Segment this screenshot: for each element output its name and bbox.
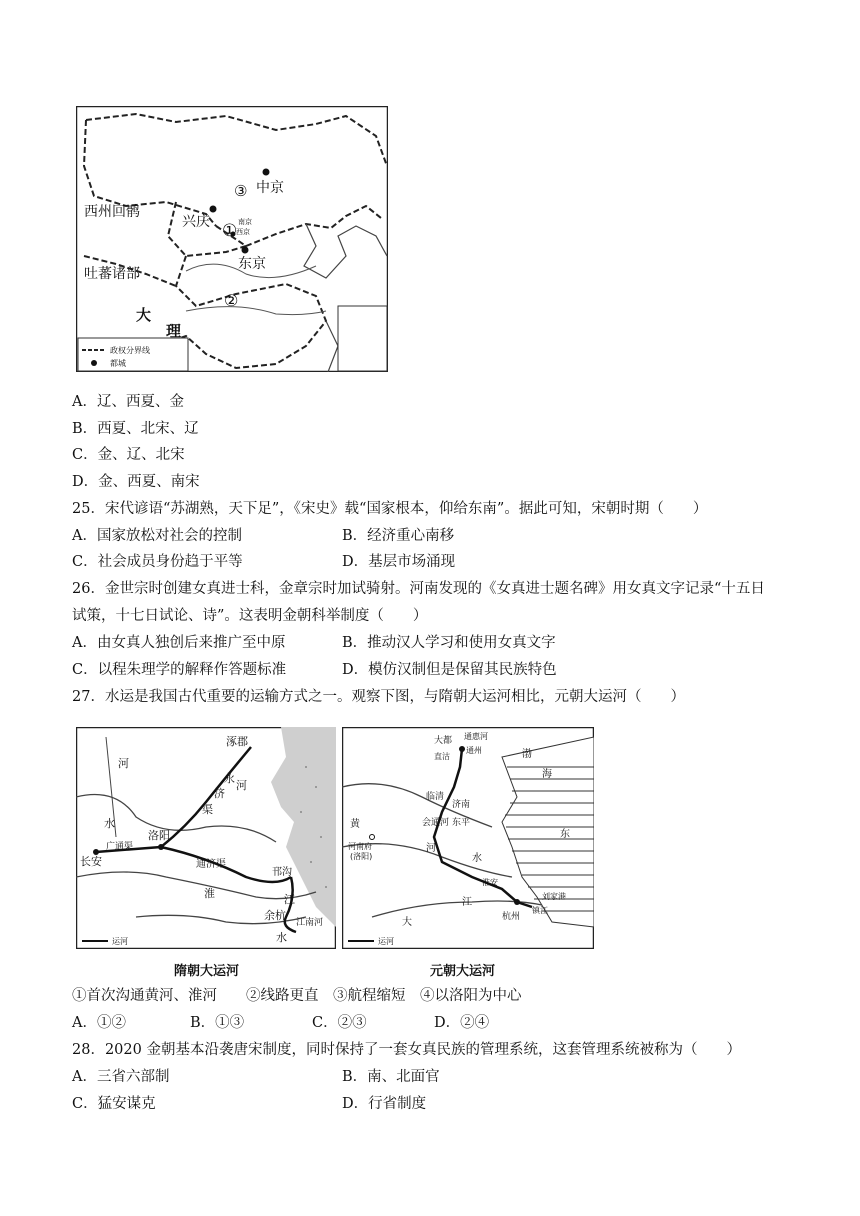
sui-label-shui2: 水	[276, 931, 287, 944]
yuan-label-zhenjiang: 镇江	[532, 906, 548, 915]
sui-label-jiang: 江	[284, 893, 295, 906]
q25-stem: 25．宋代谚语“苏湖熟，天下足”，《宋史》载“国家根本，仰给东南”。据此可知，宋朝时期（ ）	[72, 501, 708, 517]
sui-label-luoyang: 洛阳	[148, 829, 170, 842]
q27-option-a: A．①②	[72, 1015, 126, 1031]
sui-label-shui1: 水	[104, 817, 115, 830]
q28-option-b: B．南、北面官	[342, 1069, 440, 1085]
q27-stem: 27．水运是我国古代重要的运输方式之一。观察下图，与隋朝大运河相比，元朝大运河（ ）	[72, 689, 685, 705]
yuan-label-da: 大	[402, 917, 412, 928]
yuan-label-zhigu: 直沽	[434, 752, 450, 761]
q26-stem-line1: 26．金世宗时创建女真进士科，金章宗时加试骑射。河南发现的《女真进士题名碑》用女真文字记录“十五日	[72, 581, 765, 597]
yuan-label-dongping: 东平	[452, 818, 471, 828]
legend-border-label: 政权分界线	[110, 346, 150, 355]
map-circle-2: ②	[224, 291, 239, 310]
q28-option-d: D．行省制度	[342, 1096, 427, 1112]
sui-label-tongji: 通济渠	[196, 859, 226, 870]
map-circle-3: ③	[234, 182, 248, 200]
sui-label-he1: 河	[118, 757, 129, 770]
sui-label-jiangnan: 江南河	[296, 918, 324, 928]
yuan-label-liujiagang: 刘家港	[542, 892, 566, 901]
q24-option-b: B．西夏、北宋、辽	[72, 421, 199, 437]
yuan-legend-label: 运河	[378, 937, 394, 946]
map-label-xingqing: 兴庆	[182, 214, 210, 230]
sui-label-huai: 淮	[204, 887, 215, 900]
sui-label-guangtong: 广通渠	[106, 842, 134, 852]
map-label-xizhou: 西州回鹘	[84, 204, 140, 220]
q24-option-a: A．辽、西夏、金	[72, 394, 184, 410]
q28-option-c: C．猛安谋克	[72, 1096, 156, 1112]
sui-label-qu: 渠	[202, 803, 213, 816]
yuan-label-tonghui: 通惠河	[464, 732, 488, 741]
q24-option-c: C．金、辽、北宋	[72, 447, 185, 463]
yuan-label-hai: 海	[542, 769, 552, 780]
legend-capital-label: 都城	[110, 359, 126, 368]
map-label-nanjing: 南京	[238, 218, 252, 226]
q24-option-d: D．金、西夏、南宋	[72, 474, 200, 490]
q26-option-d: D．模仿汉制但是保留其民族特色	[342, 662, 557, 678]
sui-label-yuhang: 余杭	[264, 909, 286, 922]
yuan-label-huaian: 淮安	[482, 878, 498, 887]
yuan-label-hangzhou: 杭州	[502, 912, 521, 922]
map-label-xijing: 西京	[236, 228, 250, 236]
yuan-label-dadu: 大都	[434, 736, 453, 746]
yuan-label-huang: 黄	[350, 819, 360, 830]
sui-map-caption: 隋朝大运河	[174, 964, 240, 979]
yuan-label-dong: 东	[560, 829, 570, 840]
q27-option-b: B．①③	[190, 1015, 245, 1031]
yuan-label-huitong: 会通河	[422, 818, 450, 828]
map-label-da: 大	[136, 306, 152, 324]
q28-stem: 28．2020 金朝基本沿袭唐宋制度，同时保持了一套女真民族的管理系统，这套管理系统被称为（ ）	[72, 1042, 741, 1058]
yuan-map-caption: 元朝大运河	[430, 964, 496, 979]
q25-option-b: B．经济重心南移	[342, 528, 455, 544]
yuan-label-he: 河	[426, 843, 436, 854]
q28-option-a: A．三省六部制	[72, 1069, 170, 1085]
sui-label-he2: 河	[236, 779, 247, 792]
q27-option-d: D．②④	[434, 1015, 490, 1031]
map-label-dongjing: 东京	[238, 256, 266, 272]
sui-label-yong: 永	[224, 772, 235, 785]
q25-option-c: C．社会成员身份趋于平等	[72, 554, 243, 570]
map-label-tubo: 吐蕃诸部	[84, 266, 140, 282]
sui-canal-map	[76, 727, 336, 949]
sui-legend-label: 运河	[112, 937, 128, 946]
yuan-label-linqing: 临清	[426, 792, 445, 802]
map-circle-1: ①	[222, 221, 238, 241]
map-label-li: 理	[166, 322, 182, 340]
q26-option-c: C．以程朱理学的解释作答题标准	[72, 662, 287, 678]
q26-option-b: B．推动汉人学习和使用女真文字	[342, 635, 556, 651]
q25-option-d: D．基层市场涌现	[342, 554, 456, 570]
song-liao-xia-map	[76, 106, 388, 372]
yuan-label-henanfu: 河南府	[348, 842, 372, 851]
sui-label-ji: 济	[214, 787, 225, 800]
sui-label-zhuojun: 涿郡	[226, 735, 248, 748]
q26-stem-line2: 试策，十七日试论、诗”。这表明金朝科举制度（ ）	[72, 608, 428, 624]
q25-option-a: A．国家放松对社会的控制	[72, 528, 242, 544]
yuan-canal-map	[342, 727, 594, 949]
q27-items: ①首次沟通黄河、淮河 ②线路更直 ③航程缩短 ④以洛阳为中心	[72, 988, 522, 1004]
sui-label-hangou: 邗沟	[272, 867, 292, 878]
yuan-label-luoyang: (洛阳)	[350, 852, 373, 861]
yuan-label-jiang: 江	[462, 897, 472, 908]
map-label-zhongjing: 中京	[256, 180, 284, 196]
yuan-label-shui: 水	[472, 853, 482, 864]
yuan-label-tongzhou: 通州	[466, 746, 482, 755]
yuan-label-jinan: 济南	[452, 800, 471, 810]
q27-option-c: C．②③	[312, 1015, 367, 1031]
q26-option-a: A．由女真人独创后来推广至中原	[72, 635, 286, 651]
sui-label-changan: 长安	[80, 855, 102, 868]
yuan-label-bo: 渤	[522, 749, 532, 760]
